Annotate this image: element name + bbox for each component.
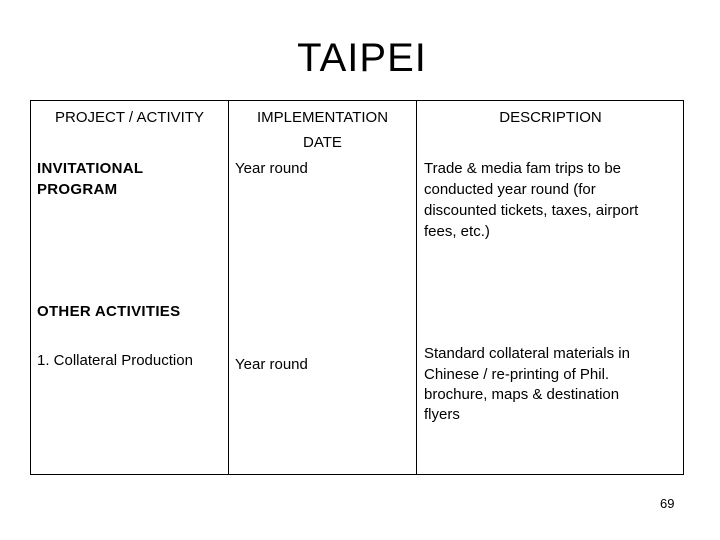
row-1-date: Year round xyxy=(235,160,308,177)
row-2-activity: 1. Collateral Production xyxy=(37,352,193,369)
header-implementation-date-line2: DATE xyxy=(303,134,342,151)
row-1-description-line: discounted tickets, taxes, airport xyxy=(424,202,639,219)
row-1-description-line: Trade & media fam trips to be xyxy=(424,160,622,177)
column-divider xyxy=(416,100,417,475)
page-number: 69 xyxy=(660,496,675,511)
row-1-description-line: fees, etc.) xyxy=(424,223,490,240)
header-project-activity: PROJECT / ACTIVITY xyxy=(55,109,204,126)
row-1-description-line: conducted year round (for xyxy=(424,181,596,198)
row-1-activity-line1: INVITATIONAL xyxy=(37,160,144,177)
row-2-description-line: brochure, maps & destination xyxy=(424,386,620,403)
row-2-description-line: flyers xyxy=(424,406,460,423)
header-implementation-date-line1: IMPLEMENTATION xyxy=(256,109,389,126)
row-2-description-line: Standard collateral materials in xyxy=(424,345,630,362)
row-1-activity-line2: PROGRAM xyxy=(37,181,118,198)
column-divider xyxy=(228,100,229,475)
row-2-date: Year round xyxy=(235,356,308,373)
row-2-description-line: Chinese / re-printing of Phil. xyxy=(424,366,610,383)
slide-title: TAIPEI xyxy=(297,36,427,80)
section-other-activities: OTHER ACTIVITIES xyxy=(37,303,181,320)
activity-table xyxy=(30,100,684,475)
header-description: DESCRIPTION xyxy=(499,109,602,126)
